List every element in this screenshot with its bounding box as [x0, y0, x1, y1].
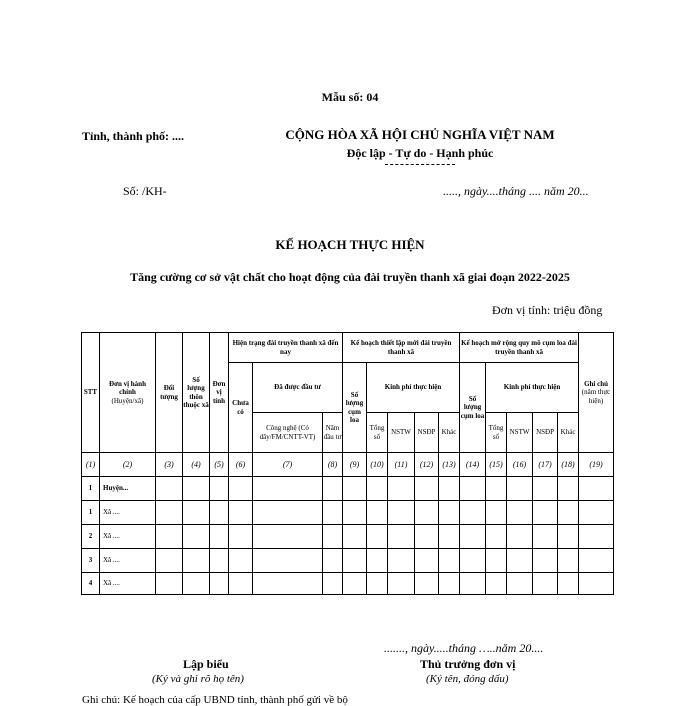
- empty-cell: [415, 525, 439, 549]
- header-unit-name-note: (Huyện/xã): [111, 396, 144, 405]
- empty-cell: [183, 549, 210, 573]
- motto-underline: [385, 164, 455, 165]
- empty-cell: [367, 477, 388, 501]
- empty-cell: [156, 501, 183, 525]
- empty-cell: [183, 525, 210, 549]
- province-label: Tỉnh, thành phố: ....: [82, 129, 185, 143]
- table-row: [82, 501, 614, 525]
- empty-cell: [210, 501, 229, 525]
- empty-cell: [579, 549, 614, 573]
- empty-cell: [323, 477, 343, 501]
- header-total-2: Tổng số: [486, 413, 507, 453]
- index-cell: (15): [486, 453, 507, 477]
- header-target: Đối tượng: [156, 333, 183, 453]
- row-name: Huyện...: [100, 477, 156, 501]
- empty-cell: [579, 573, 614, 595]
- empty-cell: [579, 501, 614, 525]
- empty-cell: [156, 573, 183, 595]
- row-stt: I: [82, 477, 100, 501]
- index-cell: (17): [533, 453, 558, 477]
- empty-cell: [388, 501, 415, 525]
- empty-cell: [533, 549, 558, 573]
- row-name: Xã ....: [100, 501, 156, 525]
- empty-cell: [343, 477, 367, 501]
- empty-cell: [439, 573, 460, 595]
- empty-cell: [507, 573, 533, 595]
- preparer-note: (Ký và ghi rõ họ tên): [152, 673, 244, 685]
- empty-cell: [210, 573, 229, 595]
- header-nsdp: NSĐP: [415, 413, 439, 453]
- header-current-status: Hiện trạng đài truyền thanh xã đến nay: [229, 333, 343, 363]
- empty-cell: [507, 477, 533, 501]
- empty-cell: [343, 549, 367, 573]
- index-cell: (5): [210, 453, 229, 477]
- head-label: Thủ trưởng đơn vị: [420, 657, 516, 671]
- empty-cell: [486, 525, 507, 549]
- empty-cell: [579, 525, 614, 549]
- index-cell: (14): [460, 453, 486, 477]
- index-cell: (16): [507, 453, 533, 477]
- header-note: [579, 333, 614, 453]
- empty-cell: [507, 501, 533, 525]
- table-row: [82, 525, 614, 549]
- index-cell: (6): [229, 453, 253, 477]
- empty-cell: [156, 549, 183, 573]
- row-stt: 4: [82, 573, 100, 595]
- empty-cell: [507, 525, 533, 549]
- header-total: Tổng số: [367, 413, 388, 453]
- empty-cell: [253, 525, 323, 549]
- empty-cell: [533, 525, 558, 549]
- empty-cell: [460, 525, 486, 549]
- empty-cell: [533, 501, 558, 525]
- index-cell: (12): [415, 453, 439, 477]
- empty-cell: [343, 501, 367, 525]
- index-cell: (13): [439, 453, 460, 477]
- empty-cell: [323, 525, 343, 549]
- empty-cell: [343, 525, 367, 549]
- header-expand-plan: Kế hoạch mở rộng quy mô cụm loa đài truyền thanh xã: [460, 333, 579, 363]
- empty-cell: [415, 501, 439, 525]
- empty-cell: [367, 549, 388, 573]
- index-cell: (2): [100, 453, 156, 477]
- empty-cell: [323, 573, 343, 595]
- empty-cell: [460, 573, 486, 595]
- empty-cell: [415, 549, 439, 573]
- header-invest-year: Năm đầu tư: [323, 413, 343, 453]
- empty-cell: [388, 477, 415, 501]
- head-note: (Ký tên, đóng dấu): [426, 673, 509, 685]
- index-cell: (1): [82, 453, 100, 477]
- form-number: Mẫu số: 04: [321, 90, 379, 104]
- empty-cell: [253, 501, 323, 525]
- empty-cell: [183, 573, 210, 595]
- empty-cell: [558, 549, 579, 573]
- empty-cell: [183, 501, 210, 525]
- empty-cell: [323, 501, 343, 525]
- header-invested: Đã được đầu tư: [253, 363, 343, 413]
- empty-cell: [507, 549, 533, 573]
- empty-cell: [460, 501, 486, 525]
- table-row-district: [82, 477, 614, 501]
- empty-cell: [486, 549, 507, 573]
- empty-cell: [210, 525, 229, 549]
- unit-label: Đơn vị tính: triệu đồng: [492, 303, 603, 317]
- empty-cell: [460, 477, 486, 501]
- index-cell: (8): [323, 453, 343, 477]
- plan-table: [81, 332, 613, 594]
- preparer-label: Lập biểu: [183, 657, 229, 671]
- index-cell: (11): [388, 453, 415, 477]
- empty-cell: [253, 573, 323, 595]
- header-nsdp-2: NSĐP: [533, 413, 558, 453]
- empty-cell: [558, 525, 579, 549]
- empty-cell: [156, 525, 183, 549]
- table-row: [82, 549, 614, 573]
- header-new-plan: Kế hoạch thiết lập mới đài truyền thanh xã: [343, 333, 460, 363]
- header-other-2: Khác: [558, 413, 579, 453]
- empty-cell: [388, 525, 415, 549]
- footnote: Ghi chú: Kế hoạch của cấp UBND tỉnh, thành phố gửi về bộ: [82, 694, 348, 706]
- empty-cell: [533, 573, 558, 595]
- index-cell: (10): [367, 453, 388, 477]
- date-line: ....., ngày....tháng .... năm 20...: [443, 184, 589, 198]
- sign-date: ......., ngày.....tháng …..năm 20....: [384, 641, 544, 655]
- empty-cell: [460, 549, 486, 573]
- header-villages: Số lượng thôn thuộc xã: [183, 333, 210, 453]
- table-row: [82, 573, 614, 595]
- empty-cell: [343, 573, 367, 595]
- index-cell: (18): [558, 453, 579, 477]
- header-note-label: Ghi chú: [584, 380, 609, 389]
- header-cluster-count-2: Số lượng cụm loa: [460, 363, 486, 453]
- document-title: KẾ HOẠCH THỰC HIỆN: [275, 237, 425, 252]
- empty-cell: [558, 573, 579, 595]
- index-row: [82, 453, 614, 477]
- empty-cell: [486, 501, 507, 525]
- empty-cell: [367, 573, 388, 595]
- row-name: Xã ....: [100, 573, 156, 595]
- header-other: Khác: [439, 413, 460, 453]
- empty-cell: [439, 549, 460, 573]
- empty-cell: [558, 501, 579, 525]
- empty-cell: [210, 477, 229, 501]
- empty-cell: [415, 573, 439, 595]
- empty-cell: [229, 501, 253, 525]
- empty-cell: [210, 549, 229, 573]
- header-not-yet: Chưa có: [229, 363, 253, 453]
- header-cluster-count: Số lượng cụm loa: [343, 363, 367, 453]
- row-stt: 3: [82, 549, 100, 573]
- index-cell: (19): [579, 453, 614, 477]
- empty-cell: [253, 477, 323, 501]
- empty-cell: [439, 501, 460, 525]
- header-funding: Kinh phí thực hiện: [367, 363, 460, 413]
- row-name: Xã ....: [100, 549, 156, 573]
- empty-cell: [388, 549, 415, 573]
- header-stt: STT: [82, 333, 100, 453]
- motto: Độc lập - Tự do - Hạnh phúc: [346, 146, 494, 160]
- empty-cell: [367, 501, 388, 525]
- empty-cell: [229, 549, 253, 573]
- empty-cell: [533, 477, 558, 501]
- empty-cell: [229, 477, 253, 501]
- header-unit-name: [100, 333, 156, 453]
- index-cell: (3): [156, 453, 183, 477]
- header-nstw-2: NSTW: [507, 413, 533, 453]
- document-number: Số: /KH-: [123, 184, 167, 198]
- empty-cell: [579, 477, 614, 501]
- empty-cell: [486, 477, 507, 501]
- index-cell: (9): [343, 453, 367, 477]
- empty-cell: [367, 525, 388, 549]
- header-unit-of-measure: Đơn vị tính: [210, 333, 229, 453]
- header-technology: Công nghệ (Có dây/FM/CNTT-VT): [253, 413, 323, 453]
- index-cell: (4): [183, 453, 210, 477]
- document-subtitle: Tăng cường cơ sở vật chất cho hoạt động của đài truyền thanh xã giai đoạn 2022-2025: [130, 270, 570, 284]
- row-stt: 2: [82, 525, 100, 549]
- header-note-detail: (năm thực hiện): [581, 388, 611, 405]
- header-nstw: NSTW: [388, 413, 415, 453]
- empty-cell: [388, 573, 415, 595]
- empty-cell: [156, 477, 183, 501]
- index-cell: (7): [253, 453, 323, 477]
- nation-heading: CỘNG HÒA XÃ HỘI CHỦ NGHĨA VIỆT NAM: [285, 127, 555, 142]
- empty-cell: [253, 549, 323, 573]
- empty-cell: [229, 573, 253, 595]
- empty-cell: [183, 477, 210, 501]
- empty-cell: [558, 477, 579, 501]
- header-unit-name-label: Đơn vị hành chính: [109, 380, 146, 397]
- empty-cell: [439, 525, 460, 549]
- empty-cell: [415, 477, 439, 501]
- empty-cell: [439, 477, 460, 501]
- empty-cell: [229, 525, 253, 549]
- empty-cell: [486, 573, 507, 595]
- header-funding-2: Kinh phí thực hiện: [486, 363, 579, 413]
- row-stt: 1: [82, 501, 100, 525]
- empty-cell: [323, 549, 343, 573]
- row-name: Xã ....: [100, 525, 156, 549]
